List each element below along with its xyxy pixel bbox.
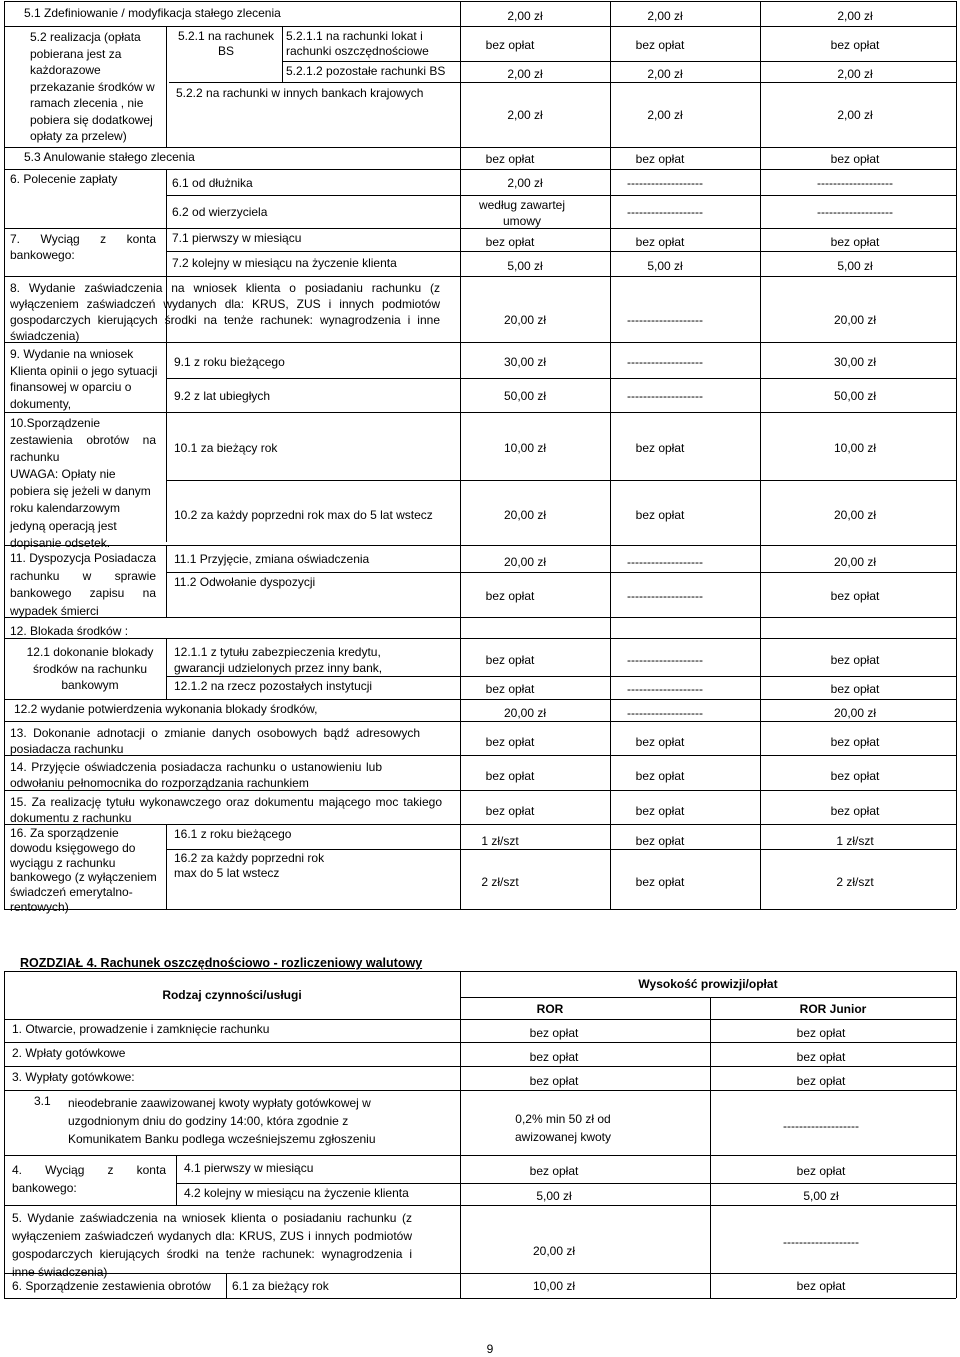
row-7-1-v1: bez opłat	[485, 235, 535, 249]
row-12-1-1-v2: -------------------	[627, 653, 703, 667]
row-12-1-1-label: 12.1.1 z tytułu zabezpieczenia kredytu, gwarancji udzielonych przez inny bank,	[174, 645, 383, 675]
ch-row-4-2-v2: 5,00 zł	[803, 1189, 839, 1203]
row-12-2-v1: 20,00 zł	[503, 706, 547, 720]
row-5-1-v2: 2,00 zł	[647, 9, 683, 23]
row-16-1-label: 16.1 z roku bieżącego	[174, 827, 292, 841]
row-11-1-v2: -------------------	[627, 555, 703, 569]
row-5-2-1-1-label: 5.2.1.1 na rachunki lokat i rachunki oszczędnościowe	[286, 29, 429, 58]
chapter-head-col2: Wysokość prowizji/opłat	[638, 977, 778, 991]
ch-row-5-label: 5. Wydanie zaświadczenia na wniosek klienta o posiadaniu rachunku (z wyłączeniem zaświadczeń wydanych dla: KRUS, ZUS i innych podmiotów gospodarczych kierujących środki na tenże rachunek: wynagrodzenia i inne świadczenia)	[12, 1211, 412, 1279]
row-5-2-1-1-v1: bez opłat	[485, 38, 535, 52]
row-9-2-v1: 50,00 zł	[503, 389, 547, 403]
row-16-2-v2: bez opłat	[635, 875, 685, 889]
ch-row-6-1-label: 6.1 za bieżący rok	[232, 1279, 329, 1293]
row-13-v3: bez opłat	[830, 735, 880, 749]
row-9-2-v3: 50,00 zł	[833, 389, 877, 403]
ch-row-4-2-label: 4.2 kolejny w miesiącu na życzenie klienta	[184, 1186, 409, 1200]
row-8-v3: 20,00 zł	[833, 313, 877, 327]
row-5-2-label: 5.2 realizacja (opłata pobierana jest za każdorazowe przekazanie środków w ramach zlecenia , nie pobiera się dodatkowej opłaty za przelew)	[30, 30, 155, 143]
row-7-1-v2: bez opłat	[635, 235, 685, 249]
row-5-1-label: 5.1 Zdefiniowanie / modyfikacja stałego zlecenia	[24, 6, 281, 20]
row-14-label: 14. Przyjęcie oświadczenia posiadacza rachunku o ustanowieniu lub odwołaniu pełnomocnika do rozporządzania rachunkiem	[10, 760, 382, 790]
row-5-2-2-v2: 2,00 zł	[647, 108, 683, 122]
row-9-2-v2: -------------------	[627, 389, 703, 403]
row-15-v3: bez opłat	[830, 804, 880, 818]
row-11-2-label: 11.2 Odwołanie dyspozycji	[174, 575, 316, 589]
ch-row-2-label: 2. Wpłaty gotówkowe	[12, 1046, 126, 1060]
row-14-v3: bez opłat	[830, 769, 880, 783]
row-7-2-v3: 5,00 zł	[837, 259, 873, 273]
chapter-title: ROZDZIAŁ 4. Rachunek oszczędnościowo - rozliczeniowy walutowy	[20, 956, 423, 970]
row-5-3-v1: bez opłat	[485, 152, 535, 166]
row-11-2-v1: bez opłat	[485, 589, 535, 603]
row-15-v2: bez opłat	[635, 804, 685, 818]
row-12-1-2-v3: bez opłat	[830, 682, 880, 696]
ch-row-4-2-v1: 5,00 zł	[536, 1189, 572, 1203]
row-16-2-v1: 2 zł/szt	[481, 875, 519, 889]
row-12-2-v3: 20,00 zł	[833, 706, 877, 720]
row-7-2-label: 7.2 kolejny w miesiącu na życzenie klienta	[172, 256, 397, 270]
row-5-2-2-v3: 2,00 zł	[837, 108, 873, 122]
ch-row-3-v1: bez opłat	[529, 1074, 579, 1088]
row-12-label: 12. Blokada środków :	[10, 624, 129, 638]
row-11-2-v3: bez opłat	[830, 589, 880, 603]
row-12-1-2-v1: bez opłat	[485, 682, 535, 696]
row-13-v1: bez opłat	[485, 735, 535, 749]
row-8-v2: -------------------	[627, 313, 703, 327]
row-5-3-label: 5.3 Anulowanie stałego zlecenia	[24, 150, 195, 164]
row-15-label: 15. Za realizację tytułu wykonawczego oraz dokumentu mającego moc takiego dokumentu z rachunku	[10, 795, 442, 825]
row-5-2-2-v1: 2,00 zł	[507, 108, 543, 122]
ch-row-5-v1: 20,00 zł	[532, 1244, 576, 1258]
ch-row-3-1-label: nieodebranie zaawizowanej kwoty wypłaty gotówkowej w uzgodnionym dniu do godziny 14:00, która zgodnie z Komunikatem Banku podlega wcześniejszemu zgłoszeniu	[68, 1096, 376, 1146]
row-5-3-v3: bez opłat	[830, 152, 880, 166]
row-11-1-label: 11.1 Przyjęcie, zmiana oświadczenia	[174, 552, 370, 566]
row-7-1-label: 7.1 pierwszy w miesiącu	[172, 231, 302, 245]
row-10-1-v1: 10,00 zł	[503, 441, 547, 455]
row-14-v1: bez opłat	[485, 769, 535, 783]
row-16-2-label: 16.2 za każdy poprzedni rok max do 5 lat wstecz	[174, 851, 325, 880]
row-5-2-1-1-v3: bez opłat	[830, 38, 880, 52]
row-10-2-label: 10.2 za każdy poprzedni rok max do 5 lat wstecz	[174, 508, 433, 522]
row-10-1-v2: bez opłat	[635, 441, 685, 455]
row-7-label: 7. Wyciąg z konta bankowego:	[10, 232, 156, 262]
row-13-label: 13. Dokonanie adnotacji o zmianie danych osobowych bądź adresowych posiadacza rachunku	[10, 726, 420, 756]
ch-row-6-label: 6. Sporządzenie zestawienia obrotów	[12, 1279, 211, 1293]
row-11-1-v1: 20,00 zł	[503, 555, 547, 569]
row-8-label: 8. Wydanie zaświadczenia na wniosek klienta o posiadaniu rachunku (z wyłączeniem zaświadczeń wydanych dla: KRUS, ZUS i innych podmiotów gospodarczych kierujących środki na tenże rachunek: wynagrodzenia i inne świadczenia)	[10, 281, 440, 343]
row-10-2-v2: bez opłat	[635, 508, 685, 522]
row-5-2-1-label: 5.2.1 na rachunek BS	[177, 29, 275, 58]
row-11-2-v2: -------------------	[627, 589, 703, 603]
row-12-1-1-v3: bez opłat	[830, 653, 880, 667]
ch-row-3-1-num: 3.1	[34, 1094, 51, 1108]
row-12-2-label: 12.2 wydanie potwierdzenia wykonania blokady środków,	[14, 702, 318, 716]
ch-row-3-1-v1: 0,2% min 50 zł od awizowanej kwoty	[514, 1112, 612, 1144]
ch-row-5-v2: -------------------	[783, 1235, 859, 1249]
row-7-1-v3: bez opłat	[830, 235, 880, 249]
ch-row-3-v2: bez opłat	[796, 1074, 846, 1088]
row-16-2-v3: 2 zł/szt	[836, 875, 874, 889]
row-6-1-label: 6.1 od dłużnika	[172, 176, 253, 190]
row-16-1-v1: 1 zł/szt	[481, 834, 519, 848]
row-12-1-1-v1: bez opłat	[485, 653, 535, 667]
row-10-1-label: 10.1 za bieżący rok	[174, 441, 278, 455]
row-12-1-2-v2: -------------------	[627, 682, 703, 696]
row-6-1-v1: 2,00 zł	[507, 176, 543, 190]
row-5-1-v3: 2,00 zł	[837, 9, 873, 23]
ch-row-3-label: 3. Wypłaty gotówkowe:	[12, 1070, 135, 1084]
row-9-1-v3: 30,00 zł	[833, 355, 877, 369]
chapter-head-ror: ROR	[536, 1002, 564, 1016]
row-9-1-v1: 30,00 zł	[503, 355, 547, 369]
row-5-1-v1: 2,00 zł	[507, 9, 543, 23]
row-16-label: 16. Za sporządzenie dowodu księgowego do wyciągu z rachunku bankowego (z wyłączeniem świadczeń emerytalno-rentowych)	[10, 826, 157, 914]
row-9-2-label: 9.2 z lat ubiegłych	[174, 389, 271, 403]
row-8-v1: 20,00 zł	[503, 313, 547, 327]
ch-row-3-1-v2: -------------------	[783, 1119, 859, 1133]
row-5-2-1-2-v1: 2,00 zł	[507, 67, 543, 81]
row-7-2-v2: 5,00 zł	[647, 259, 683, 273]
row-6-2-v3: -------------------	[817, 205, 893, 219]
row-9-label: 9. Wydanie na wniosek Klienta opinii o jego sytuacji finansowej w oparciu o dokumenty,	[10, 347, 158, 411]
ch-row-4-1-v2: bez opłat	[796, 1164, 846, 1178]
row-9-1-v2: -------------------	[627, 355, 703, 369]
row-16-1-v3: 1 zł/szt	[836, 834, 874, 848]
row-12-2-v2: -------------------	[627, 706, 703, 720]
row-11-1-v3: 20,00 zł	[833, 555, 877, 569]
row-5-2-1-1-v2: bez opłat	[635, 38, 685, 52]
row-6-2-v2: -------------------	[627, 205, 703, 219]
row-5-2-1-2-label: 5.2.1.2 pozostałe rachunki BS	[286, 64, 446, 78]
row-12-1-2-label: 12.1.2 na rzecz pozostałych instytucji	[174, 679, 373, 693]
row-10-2-v1: 20,00 zł	[503, 508, 547, 522]
row-12-1-label: 12.1 dokonanie blokady środków na rachunku bankowym	[26, 645, 154, 692]
row-9-1-label: 9.1 z roku bieżącego	[174, 355, 285, 369]
row-14-v2: bez opłat	[635, 769, 685, 783]
ch-row-4-1-v1: bez opłat	[529, 1164, 579, 1178]
row-5-2-1-2-v3: 2,00 zł	[837, 67, 873, 81]
ch-row-6-v1: 10,00 zł	[532, 1279, 576, 1293]
ch-row-4-label: 4. Wyciąg z konta bankowego:	[12, 1163, 166, 1195]
row-6-2-v1: według zawartej umowy	[478, 198, 566, 228]
ch-row-6-v2: bez opłat	[796, 1279, 846, 1293]
row-15-v1: bez opłat	[485, 804, 535, 818]
ch-row-2-v2: bez opłat	[796, 1050, 846, 1064]
row-7-2-v1: 5,00 zł	[507, 259, 543, 273]
row-10-note: UWAGA: Opłaty nie pobiera się jeżeli w danym roku kalendarzowym jedyną operacją jest dopisanie odsetek.	[10, 467, 151, 550]
row-16-1-v2: bez opłat	[635, 834, 685, 848]
row-5-2-2-label: 5.2.2 na rachunki w innych bankach krajowych	[176, 86, 424, 100]
row-10-label: 10.Sporządzenie zestawienia obrotów na rachunku	[10, 416, 156, 464]
row-5-2-1-2-v2: 2,00 zł	[647, 67, 683, 81]
row-6-2-label: 6.2 od wierzyciela	[172, 205, 268, 219]
row-10-2-v3: 20,00 zł	[833, 508, 877, 522]
row-11-label: 11. Dyspozycja Posiadacza rachunku w sprawie bankowego zapisu na wypadek śmierci	[10, 551, 156, 618]
page-number: 9	[486, 1342, 494, 1356]
row-6-label: 6. Polecenie zapłaty	[10, 172, 118, 186]
row-6-1-v2: -------------------	[627, 176, 703, 190]
row-5-3-v2: bez opłat	[635, 152, 685, 166]
ch-row-4-1-label: 4.1 pierwszy w miesiącu	[184, 1161, 314, 1175]
chapter-head-ror-junior: ROR Junior	[799, 1002, 867, 1016]
ch-row-1-v1: bez opłat	[529, 1026, 579, 1040]
row-13-v2: bez opłat	[635, 735, 685, 749]
row-6-1-v3: -------------------	[817, 176, 893, 190]
chapter-head-col1: Rodzaj czynności/usługi	[162, 988, 302, 1002]
ch-row-1-v2: bez opłat	[796, 1026, 846, 1040]
row-10-1-v3: 10,00 zł	[833, 441, 877, 455]
ch-row-1-label: 1. Otwarcie, prowadzenie i zamknięcie rachunku	[12, 1022, 270, 1036]
ch-row-2-v1: bez opłat	[529, 1050, 579, 1064]
